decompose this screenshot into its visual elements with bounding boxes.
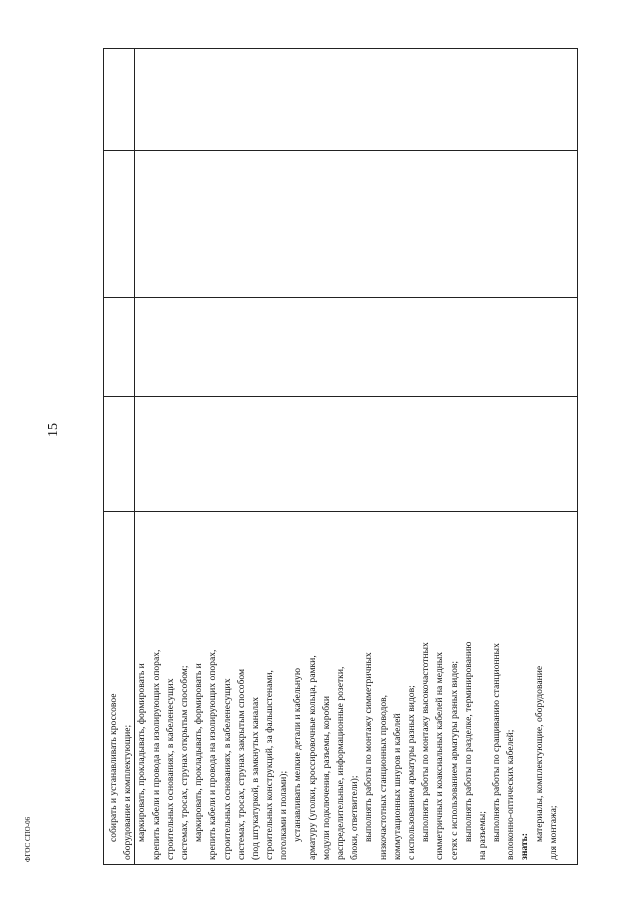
text-line: коммутационных шнуров и кабелей [391,713,403,860]
text-line: для монтажа; [547,805,559,860]
text-line: распределительные, информационные розетки, [335,666,346,860]
text-line: выполнять работы по разделке, терминированию [462,641,474,842]
table-row-divider [104,150,577,151]
page-number: 15 [46,423,61,437]
text-line: низкочастотных станционных проводов, [377,694,389,860]
text-line: выполнять работы по сращиванию станционных [491,643,503,842]
text-line: строительных основаниях, в кабеленесущих [164,678,176,860]
text-line: строительных конструкций, за фальшстенами, [264,670,276,860]
footer-code: ФГОС СПО-06 [24,816,32,862]
text-line: арматуру (уголки, кроссировочные кольца, рамки, [306,655,318,860]
text-line: маркировать, прокладывать, формировать и [136,663,148,842]
text-line: системах, тросах, струнах открытым способом; [178,665,190,860]
text-line: материалы, комплектующие, оборудование [533,665,545,842]
text-line: сетях с использованием арматуры разных видов; [448,660,460,860]
text-line: системах, тросах, струнах закрытым способом [235,668,247,860]
text-line: знать: [519,833,531,860]
text-line: выполнять работы по монтажу симметричных [363,652,375,842]
text-line: маркировать, прокладывать, формировать и [193,663,205,842]
text-line: крепить кабели и провода на изолирующих опорах, [150,649,162,860]
text-line: устанавливать мелкие детали и кабельную [292,668,304,842]
text-line: строительных основаниях, в кабеленесущих [221,678,233,860]
text-line: крепить кабели и провода на изолирующих опорах, [207,649,219,860]
text-line: волоконно-оптических кабелей; [505,729,517,860]
text-line: собирать и устанавливать кроссовое [108,693,119,842]
text-line: с использованием арматуры разных видов; [405,685,417,860]
text-line: выполнять работы по монтажу высокочастотных [420,642,432,842]
text-line: потолками и полами); [278,770,290,860]
text-line: на разъемы; [476,811,488,860]
text-line: симметричных и коаксиальных кабелей на медных [434,651,446,860]
skills-text-cell [107,394,559,862]
text-line: модули подключения, разъемы, коробки [320,696,332,860]
text-line: оборудование и комплектующие; [122,724,134,860]
table-row-divider [104,297,577,298]
text-line: блоки, ответвители); [349,775,361,860]
text-line: (под штукатуркой, в замкнутых каналах [249,696,261,860]
